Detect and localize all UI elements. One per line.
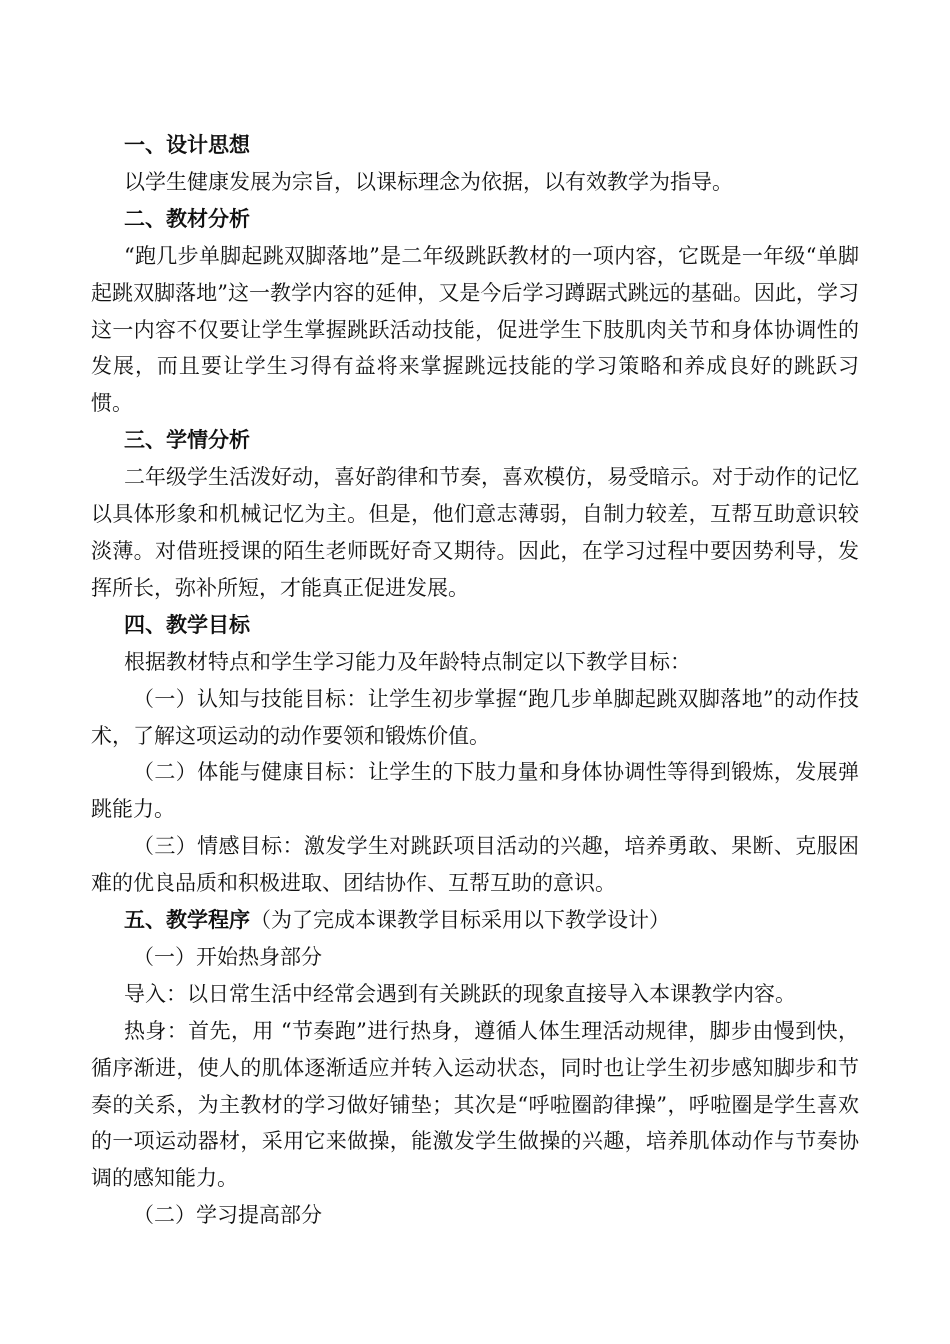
subheading-learning-part: （二）学习提高部分 bbox=[133, 1203, 322, 1228]
goal-cognitive-skill: （一）认知与技能目标：让学生初步掌握“跑几步单脚起跳双脚落地”的动作技术，了解这项运动的动作要领和锻炼价值。 bbox=[91, 686, 859, 748]
teaching-goals-intro: 根据教材特点和学生学习能力及年龄特点制定以下教学目标： bbox=[124, 649, 691, 674]
procedure-heading-title: 五、教学程序 bbox=[124, 907, 250, 933]
section-heading-material-analysis: 二、教材分析 bbox=[124, 205, 250, 231]
design-idea-paragraph: 以学生健康发展为宗旨，以课标理念为依据，以有效教学为指导。 bbox=[124, 169, 733, 194]
document-body bbox=[91, 127, 859, 1234]
lead-in-paragraph: 导入：以日常生活中经常会遇到有关跳跃的现象直接导入本课教学内容。 bbox=[124, 981, 796, 1006]
procedure-heading-note: （为了完成本课教学目标采用以下教学设计） bbox=[250, 908, 670, 933]
section-heading-teaching-procedure bbox=[91, 902, 859, 939]
material-analysis-paragraph: “跑几步单脚起跳双脚落地”是二年级跳跃教材的一项内容，它既是一年级“单脚起跳双脚落地”这一教学内容的延伸，又是今后学习蹲踞式跳远的基础。因此，学习这一内容不仅要让学生掌握跳跃活动技能，促进学生下肢肌肉关节和身体协调性的发展，而且要让学生习得有益将来掌握跳远技能的学习策略和养成良好的跳跃习惯。 bbox=[91, 243, 859, 416]
section-heading-design-idea: 一、设计思想 bbox=[124, 132, 250, 157]
subheading-warmup-part: （一）开始热身部分 bbox=[133, 944, 322, 969]
section-heading-teaching-goals: 四、教学目标 bbox=[124, 611, 250, 637]
warmup-paragraph: 热身：首先，用 “节奏跑”进行热身，遵循人体生理活动规律，脚步由慢到快，循序渐进，使人的肌体逐渐适应并转入运动状态，同时也让学生初步感知脚步和节奏的关系，为主教材的学习做好铺垫；其次是“呼啦圈韵律操”，呼啦圈是学生喜欢的一项运动器材，采用它来做操，能激发学生做操的兴趣，培养肌体动作与节奏协调的感知能力。 bbox=[91, 1018, 859, 1191]
section-heading-student-analysis: 三、学情分析 bbox=[124, 427, 250, 453]
student-analysis-paragraph: 二年级学生活泼好动，喜好韵律和节奏，喜欢模仿，易受暗示。对于动作的记忆以具体形象和机械记忆为主。但是，他们意志薄弱，自制力较差，互帮互助意识较淡薄。对借班授课的陌生老师既好奇又期待。因此，在学习过程中要因势利导，发挥所长，弥补所短，才能真正促进发展。 bbox=[91, 465, 859, 600]
goal-fitness-health: （二）体能与健康目标：让学生的下肢力量和身体协调性等得到锻炼，发展弹跳能力。 bbox=[91, 760, 859, 822]
goal-emotional: （三）情感目标：激发学生对跳跃项目活动的兴趣，培养勇敢、果断、克服困难的优良品质和积极进取、团结协作、互帮互助的意识。 bbox=[91, 834, 859, 896]
